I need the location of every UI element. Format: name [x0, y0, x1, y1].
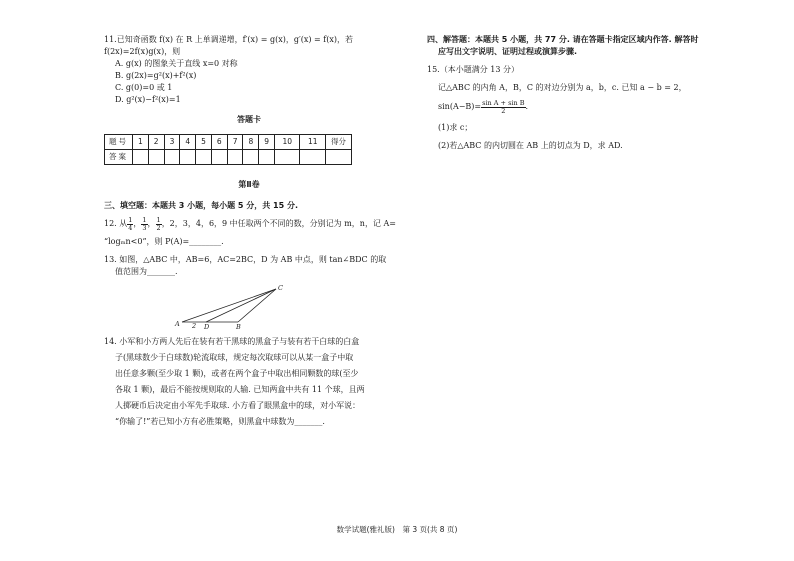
- q14-line2: 子(黑球数少于白球数)轮流取球，规定每次取球可以从某一盒子中取: [115, 353, 354, 362]
- q15-title: 15.（本小题满分 13 分）: [427, 65, 519, 74]
- q11-stem-line1: 11.已知奇函数 f(x) 在 R 上单调递增，f′(x) = g(x)，g′(x) = f(x)，若: [104, 35, 354, 44]
- answer-card-number-header: 题号: [105, 135, 133, 150]
- q12-fraction-1-den: 4: [128, 223, 133, 232]
- answer-card-title: 答题卡: [237, 115, 261, 124]
- q12-fraction-3-den: 2: [156, 223, 161, 232]
- answer-card-number: 8: [243, 135, 259, 150]
- answer-card-number: 6: [211, 135, 227, 150]
- answer-cell[interactable]: [300, 150, 326, 165]
- left-column: [104, 34, 394, 428]
- answer-card-number: 1: [133, 135, 149, 150]
- q12-sep2: ，: [147, 219, 156, 228]
- q14-line5: 人掷硬币后决定由小军先手取球. 小方看了眼黑盒中的球，对小军说：: [115, 401, 361, 410]
- triangle-figure: [174, 284, 294, 330]
- q14-line4: 各取 1 颗)，最后不能按规则取的人输. 已知两盒中共有 11 个球，且两: [115, 385, 365, 394]
- q11-option-c: C. g(0)=0 或 1: [115, 83, 173, 92]
- page-footer: 数学试题(雅礼版) 第 3 页(共 8 页): [336, 525, 458, 534]
- q15-equation-denominator: 2: [501, 106, 506, 115]
- answer-card-number: 2: [148, 135, 164, 150]
- q14-line3: 出任意多颗(至少取 1 颗)，或者在两个盒子中取出相同颗数的球(至少: [115, 369, 359, 378]
- answer-cell[interactable]: [133, 150, 149, 165]
- answer-card-number: 11: [300, 135, 326, 150]
- right-column: [427, 34, 717, 152]
- q12-fraction-2-den: 3: [142, 223, 147, 232]
- q12-rest: ，2，3，4，6，9 中任取两个不同的数，分别记为 m，n，记 A=: [161, 219, 396, 228]
- label-c: C: [278, 284, 283, 292]
- q12-prefix: 12. 从: [104, 219, 128, 228]
- q13-line1: 13. 如图，△ABC 中，AB=6，AC=2BC，D 为 AB 中点，则 tan∠BDC 的取: [104, 255, 387, 264]
- q15-part1: (1)求 c；: [438, 123, 473, 132]
- q11-option-a: A. g(x) 的图象关于直线 x=0 对称: [115, 59, 238, 68]
- answer-cell[interactable]: [211, 150, 227, 165]
- q12-fraction-1-num: 1: [128, 215, 133, 224]
- answer-cell[interactable]: [243, 150, 259, 165]
- q15-line1: 记△ABC 的内角 A，B，C 的对边分别为 a，b，c. 已知 a − b = 2，: [438, 83, 687, 92]
- label-d: D: [204, 323, 210, 330]
- score-cell[interactable]: [326, 150, 352, 165]
- q15-equation: [427, 98, 717, 116]
- answer-card-answer-row: [105, 150, 352, 165]
- q12-sep1: ，: [133, 219, 142, 228]
- answer-card-number: 4: [180, 135, 196, 150]
- answer-cell[interactable]: [148, 150, 164, 165]
- answer-card-number: 10: [275, 135, 300, 150]
- answer-card-answer-header: 答案: [105, 150, 133, 165]
- q15-part2: (2)若△ABC 的内切圆在 AB 上的切点为 D，求 AD.: [438, 141, 623, 150]
- answer-card-number: 9: [259, 135, 275, 150]
- q12-fraction-2-num: 1: [142, 215, 147, 224]
- part2-title: 第Ⅱ卷: [238, 180, 260, 189]
- answer-card-number: 3: [164, 135, 180, 150]
- q11-option-d: D. g²(x)−f²(x)=1: [115, 95, 181, 104]
- section4-heading-line1: 四、解答题：本题共 5 小题，共 77 分. 请在答题卡指定区域内作答. 解答时: [427, 35, 699, 44]
- segment-bc: [238, 289, 276, 322]
- segment-dc: [206, 289, 276, 322]
- answer-card-number-row: [105, 135, 352, 150]
- answer-card-number: 5: [196, 135, 212, 150]
- answer-cell[interactable]: [227, 150, 243, 165]
- q12-line1: [104, 216, 394, 232]
- q15-equation-numerator: sin A + sin B: [482, 98, 525, 107]
- label-b: B: [236, 323, 241, 330]
- q15-equation-suffix: .: [525, 102, 529, 111]
- label-2: 2: [192, 322, 197, 330]
- answer-card-score-header: 得分: [326, 135, 352, 150]
- segment-ac: [182, 289, 276, 322]
- q11-option-b: B. g(2x)=g²(x)+f²(x): [115, 71, 197, 80]
- answer-card-number: 7: [227, 135, 243, 150]
- answer-card-table: [104, 134, 352, 165]
- q15-equation-prefix: sin(A−B)=: [438, 102, 482, 111]
- q15-equation-fraction: [481, 100, 525, 115]
- answer-cell[interactable]: [180, 150, 196, 165]
- q12-fraction-3-num: 1: [156, 215, 161, 224]
- q13-line2: 值范围为_______.: [115, 267, 178, 276]
- q14-line1: 14. 小军和小方两人先后在装有若干黑球的黑盒子与装有若干白球的白盒: [104, 337, 360, 346]
- q12-line2: “logₘn<0”，则 P(A)=________.: [104, 237, 224, 246]
- q14-line6: “你输了!”若已知小方有必胜策略，则黑盒中球数为_______.: [115, 417, 325, 426]
- label-a: A: [175, 320, 180, 328]
- section4-heading-line2: 应写出文字说明、证明过程或演算步骤.: [438, 47, 578, 56]
- answer-cell[interactable]: [196, 150, 212, 165]
- answer-cell[interactable]: [259, 150, 275, 165]
- answer-cell[interactable]: [275, 150, 300, 165]
- section3-heading: 三、填空题：本题共 3 小题，每小题 5 分，共 15 分.: [104, 201, 299, 210]
- q11-stem-line2: f(2x)=2f(x)g(x)，则: [104, 47, 181, 56]
- answer-cell[interactable]: [164, 150, 180, 165]
